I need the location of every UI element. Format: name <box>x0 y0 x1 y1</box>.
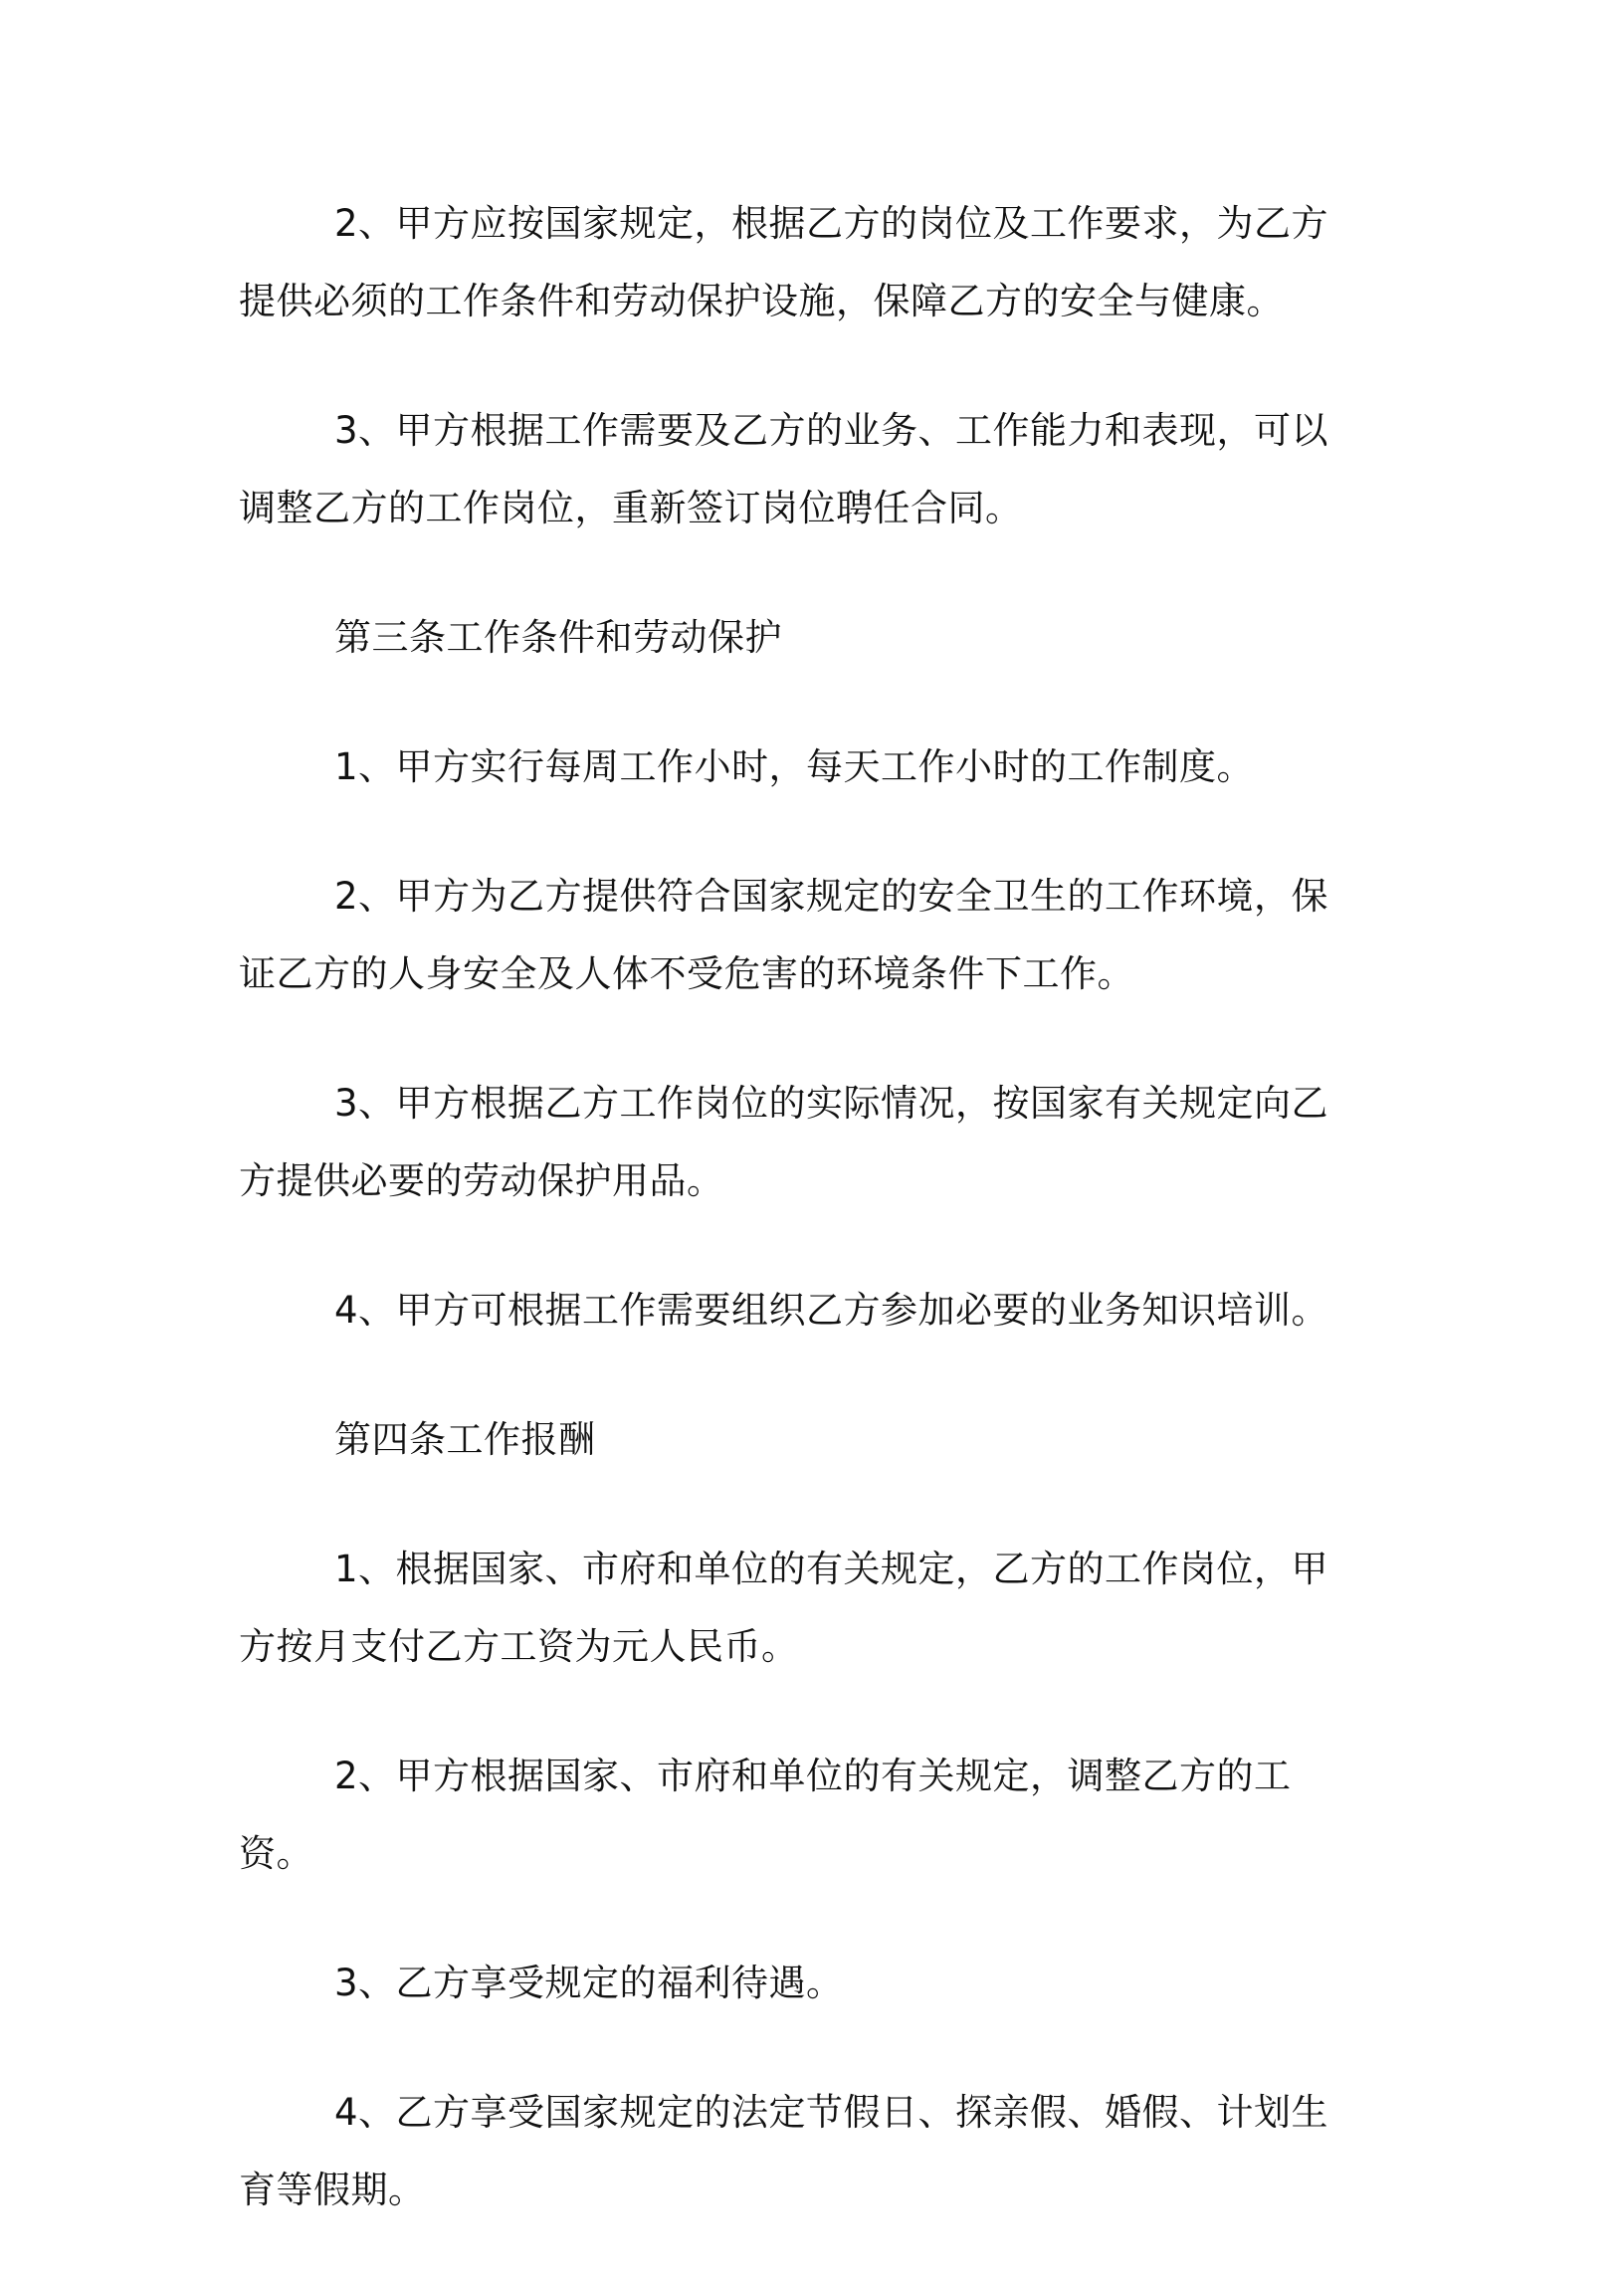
clause-2-paragraph: 2、甲方应按国家规定，根据乙方的岗位及工作要求，为乙方提供必须的工作条件和劳动保护设施，保障乙方的安全与健康。 <box>239 202 1329 322</box>
article-4-heading: 第四条工作报酬 <box>334 1418 596 1461</box>
article-4-item-3: 3、乙方享受规定的福利待遇。 <box>334 1962 844 2004</box>
article-4-item-4: 4、乙方享受国家规定的法定节假日、探亲假、婚假、计划生育等假期。 <box>239 2091 1329 2211</box>
article-3-item-1: 1、甲方实行每周工作小时，每天工作小时的工作制度。 <box>334 745 1255 788</box>
clause-3-paragraph: 3、甲方根据工作需要及乙方的业务、工作能力和表现，可以调整乙方的工作岗位，重新签订岗位聘任合同。 <box>239 409 1329 529</box>
document-body <box>239 185 1353 2281</box>
article-3-heading: 第三条工作条件和劳动保护 <box>334 616 782 659</box>
article-3-item-4: 4、甲方可根据工作需要组织乙方参加必要的业务知识培训。 <box>334 1289 1329 1332</box>
article-4-item-2: 2、甲方根据国家、市府和单位的有关规定，调整乙方的工资。 <box>239 1755 1292 1875</box>
article-3-item-2: 2、甲方为乙方提供符合国家规定的安全卫生的工作环境，保证乙方的人身安全及人体不受危害的环境条件下工作。 <box>239 875 1329 995</box>
article-4-item-1: 1、根据国家、市府和单位的有关规定，乙方的工作岗位，甲方按月支付乙方工资为元人民币。 <box>239 1548 1329 1668</box>
article-3-item-3: 3、甲方根据乙方工作岗位的实际情况，按国家有关规定向乙方提供必要的劳动保护用品。 <box>239 1082 1329 1202</box>
